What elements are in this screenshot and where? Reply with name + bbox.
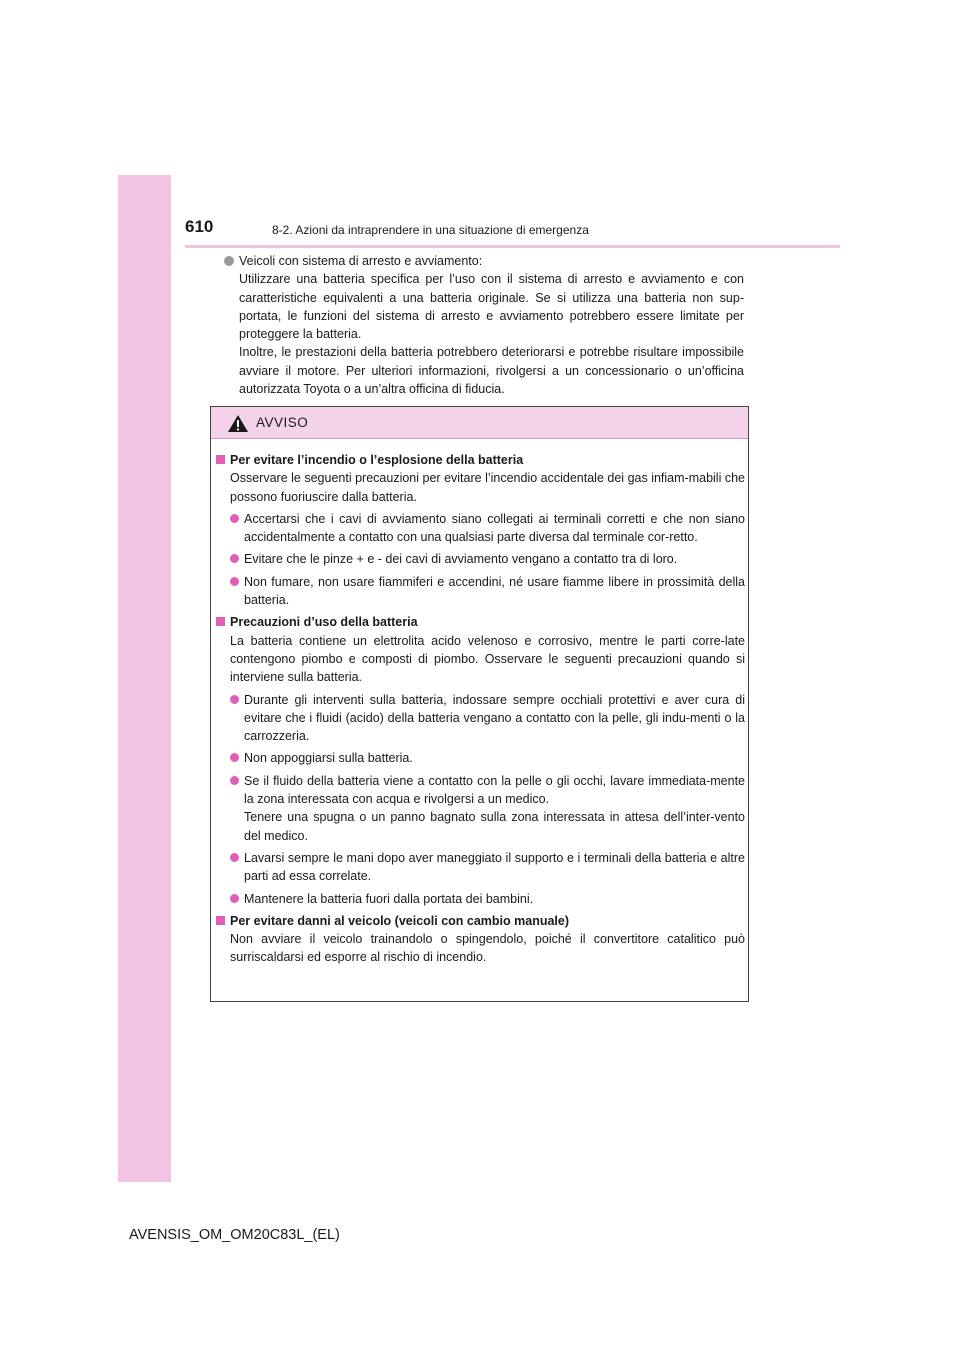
- bullet-dot-icon: [230, 695, 239, 704]
- warning-title: AVVISO: [256, 415, 309, 430]
- warning-section-heading: Per evitare danni al veicolo (veicoli con cambio manuale): [230, 913, 570, 928]
- list-item-text: Durante gli interventi sulla batteria, indossare sempre occhiali protettivi e aver cura di evitare che i fluidi (acido) della batteria vengano a contatto con la pelle, gli indu-menti o la carrozzeria.: [244, 692, 745, 744]
- list-item: [230, 849, 745, 886]
- warning-section-text: Osservare le seguenti precauzioni per evitare l’incendio accidentale dei gas infiam-mabili che possono fuoriuscire dalla batteria.: [230, 471, 745, 504]
- list-item-text: Tenere una spugna o un panno bagnato sulla zona interessata in attesa dell’inter-vento del medico.: [244, 810, 745, 843]
- bullet-dot-icon: [230, 577, 239, 586]
- list-item: [230, 550, 745, 568]
- list-item-text: Mantenere la batteria fuori dalla portata dei bambini.: [244, 891, 534, 906]
- intro-paragraph: Utilizzare una batteria specifica per l’uso con il sistema di arresto e avviamento e con caratteristiche equivalenti a una batteria originale. Se si utilizza una batteria non sup-portata, le funzioni del sistema di arresto e avviamento potrebbero essere limitate per proteggere la batteria.: [239, 272, 744, 342]
- intro-bullet: [222, 252, 744, 398]
- warning-section: [215, 613, 745, 907]
- list-item: [230, 890, 745, 908]
- warning-section-text: Non avviare il veicolo trainandolo o spingendolo, poiché il convertitore catalitico può surriscaldarsi ed esporre al rischio di incendio.: [230, 932, 745, 965]
- list-item-text: Accertarsi che i cavi di avviamento siano collegati ai terminali corretti e che non siano accidentalmente a contatto con una qualsiasi parte diversa dal terminale cor-retto.: [244, 511, 745, 545]
- warning-body: [215, 451, 745, 971]
- warning-section-text: La batteria contiene un elettrolita acido velenoso e corrosivo, mentre le parti corre-late contengono piombo e composti di piombo. Osservare le seguenti precauzioni quando si interviene sulla batteria.: [230, 633, 745, 685]
- warning-section: [215, 451, 745, 609]
- footer-doc-code: AVENSIS_OM_OM20C83L_(EL): [129, 1227, 340, 1243]
- intro-bullet-title: Veicoli con sistema di arresto e avviamento:: [239, 254, 483, 268]
- warning-section-heading: Per evitare l’incendio o l’esplosione della batteria: [230, 453, 524, 467]
- side-tab-strip: [118, 175, 171, 1182]
- square-bullet-icon: [216, 617, 225, 626]
- list-item-text: Non fumare, non usare fiammiferi e accendini, né usare fiamme libere in prossimità della batteria.: [244, 574, 745, 608]
- list-item: [230, 749, 745, 767]
- list-item-text: Lavarsi sempre le mani dopo aver maneggiato il supporto e i terminali della batteria e altre parti ad essa correlate.: [244, 850, 745, 884]
- list-item-text: Evitare che le pinze + e - dei cavi di avviamento vengano a contatto tra di loro.: [244, 552, 678, 567]
- square-bullet-icon: [216, 916, 225, 925]
- bullet-dot-icon: [230, 554, 239, 563]
- intro-paragraph: Inoltre, le prestazioni della batteria potrebbero deteriorarsi e potrebbe risultare impossibile avviare il motore. Per ulteriori informazioni, rivolgersi a un concessionario o un’officina autorizzata Toyota o a un’altra officina di fiducia.: [239, 345, 744, 397]
- page-number: 610: [185, 217, 214, 236]
- section-title: 8-2. Azioni da intraprendere in una situazione di emergenza: [272, 223, 589, 237]
- bullet-dot-icon: [230, 753, 239, 762]
- list-item: [230, 510, 745, 547]
- page-header: [185, 217, 840, 248]
- bullet-dot-icon: [230, 894, 239, 903]
- list-item: [230, 691, 745, 746]
- bullet-dot-icon: [224, 256, 234, 266]
- list-item: [230, 573, 745, 610]
- square-bullet-icon: [216, 455, 225, 464]
- warning-box: [210, 406, 749, 1002]
- warning-triangle-icon: [227, 414, 249, 438]
- warning-header: [211, 407, 748, 439]
- warning-section: [215, 912, 745, 967]
- list-item: [230, 772, 745, 845]
- intro-block: [222, 252, 744, 398]
- bullet-dot-icon: [230, 853, 239, 862]
- warning-section-heading: Precauzioni d’uso della batteria: [230, 615, 418, 630]
- list-item-text: Non appoggiarsi sulla batteria.: [244, 751, 413, 766]
- list-item-text: Se il fluido della batteria viene a contatto con la pelle o gli occhi, lavare immediata-mente la zona interessata con acqua e rivolgersi a un medico.: [244, 773, 745, 807]
- bullet-dot-icon: [230, 776, 239, 785]
- bullet-dot-icon: [230, 514, 239, 523]
